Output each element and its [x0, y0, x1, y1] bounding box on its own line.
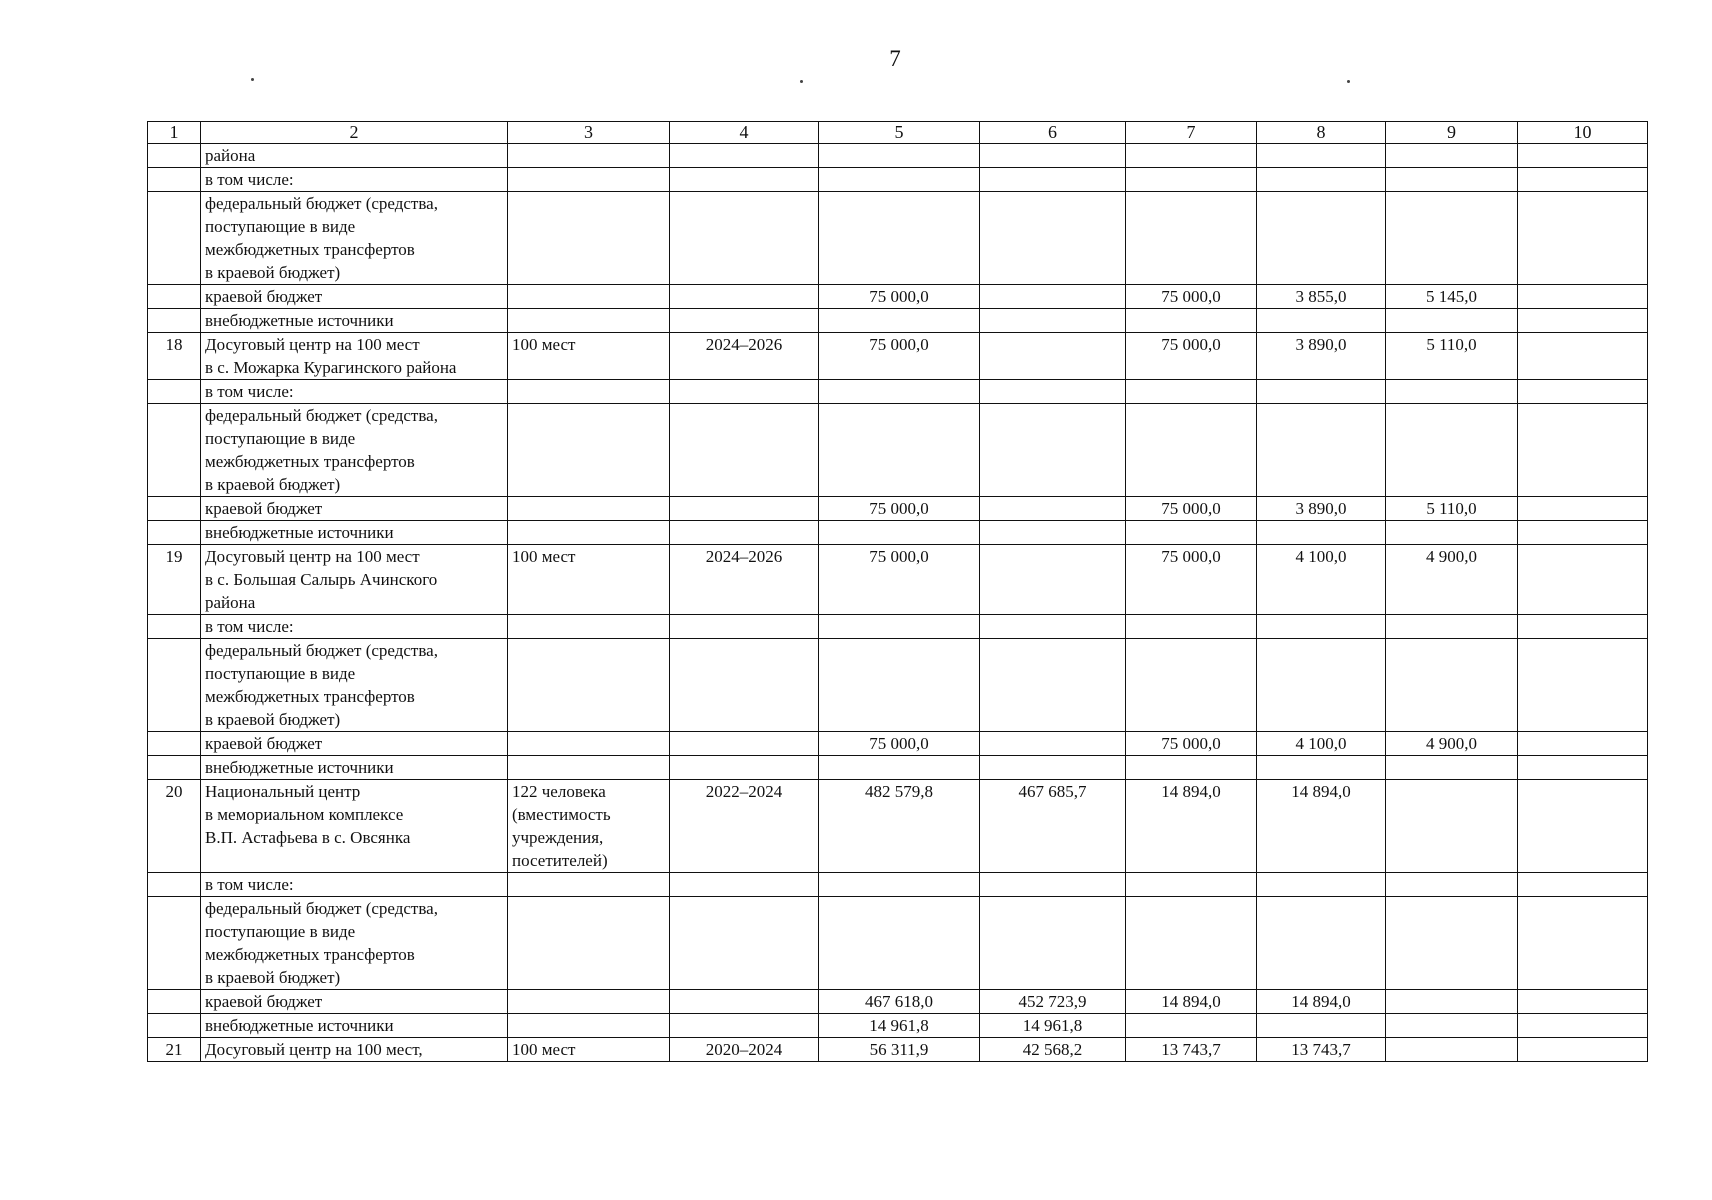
value-cell-col8: [1257, 168, 1386, 192]
row-number-cell: 21: [148, 1038, 201, 1062]
value-cell-col8: 13 743,7: [1257, 1038, 1386, 1062]
value-cell-col10: [1518, 404, 1648, 497]
years-cell: [670, 521, 819, 545]
object-name-cell: федеральный бюджет (средства, поступающие в виде межбюджетных трансфертов в краевой бюджет): [201, 639, 508, 732]
years-cell: 2022–2024: [670, 780, 819, 873]
capacity-cell: [508, 168, 670, 192]
value-cell-col10: [1518, 990, 1648, 1014]
value-cell-col5: 75 000,0: [819, 497, 980, 521]
value-cell-col10: [1518, 285, 1648, 309]
value-cell-col10: [1518, 897, 1648, 990]
value-cell-col7: 75 000,0: [1126, 545, 1257, 615]
capacity-cell: 100 мест: [508, 545, 670, 615]
value-cell-col7: [1126, 615, 1257, 639]
row-number-cell: [148, 168, 201, 192]
value-cell-col5: [819, 756, 980, 780]
column-header-2: 2: [201, 122, 508, 144]
value-cell-col7: [1126, 1014, 1257, 1038]
value-cell-col8: [1257, 756, 1386, 780]
table-row: [148, 309, 1648, 333]
column-header-7: 7: [1126, 122, 1257, 144]
table-row: [148, 168, 1648, 192]
years-cell: 2024–2026: [670, 545, 819, 615]
object-name-cell: федеральный бюджет (средства, поступающие в виде межбюджетных трансфертов в краевой бюджет): [201, 897, 508, 990]
value-cell-col7: 75 000,0: [1126, 497, 1257, 521]
scan-speck: [800, 80, 803, 83]
value-cell-col8: [1257, 192, 1386, 285]
column-header-5: 5: [819, 122, 980, 144]
value-cell-col5: 56 311,9: [819, 1038, 980, 1062]
value-cell-col6: [980, 639, 1126, 732]
value-cell-col8: [1257, 639, 1386, 732]
value-cell-col8: [1257, 1014, 1386, 1038]
column-header-9: 9: [1386, 122, 1518, 144]
object-name-cell: в том числе:: [201, 615, 508, 639]
years-cell: 2020–2024: [670, 1038, 819, 1062]
value-cell-col10: [1518, 1038, 1648, 1062]
value-cell-col7: 14 894,0: [1126, 990, 1257, 1014]
years-cell: [670, 285, 819, 309]
value-cell-col5: 75 000,0: [819, 333, 980, 380]
value-cell-col5: [819, 521, 980, 545]
value-cell-col7: [1126, 639, 1257, 732]
value-cell-col9: [1386, 168, 1518, 192]
object-name-cell: краевой бюджет: [201, 285, 508, 309]
capacity-cell: 100 мест: [508, 1038, 670, 1062]
value-cell-col8: 4 100,0: [1257, 732, 1386, 756]
capacity-cell: [508, 990, 670, 1014]
value-cell-col9: [1386, 873, 1518, 897]
value-cell-col9: [1386, 192, 1518, 285]
row-number-cell: [148, 897, 201, 990]
table-row: [148, 404, 1648, 497]
value-cell-col7: [1126, 404, 1257, 497]
row-number-cell: [148, 990, 201, 1014]
table-row: [148, 497, 1648, 521]
table-row: [148, 1038, 1648, 1062]
value-cell-col10: [1518, 545, 1648, 615]
capacity-cell: [508, 144, 670, 168]
object-name-cell: внебюджетные источники: [201, 309, 508, 333]
capacity-cell: [508, 756, 670, 780]
row-number-cell: [148, 380, 201, 404]
value-cell-col9: [1386, 309, 1518, 333]
table-row: [148, 873, 1648, 897]
value-cell-col9: [1386, 144, 1518, 168]
value-cell-col10: [1518, 521, 1648, 545]
value-cell-col6: 467 685,7: [980, 780, 1126, 873]
value-cell-col5: [819, 404, 980, 497]
value-cell-col6: 14 961,8: [980, 1014, 1126, 1038]
value-cell-col5: [819, 897, 980, 990]
table-row: [148, 639, 1648, 732]
capacity-cell: [508, 1014, 670, 1038]
value-cell-col6: [980, 756, 1126, 780]
row-number-cell: [148, 615, 201, 639]
object-name-cell: внебюджетные источники: [201, 756, 508, 780]
years-cell: [670, 615, 819, 639]
table-row: [148, 732, 1648, 756]
value-cell-col5: 75 000,0: [819, 285, 980, 309]
object-name-cell: федеральный бюджет (средства, поступающие в виде межбюджетных трансфертов в краевой бюджет): [201, 192, 508, 285]
value-cell-col10: [1518, 497, 1648, 521]
row-number-cell: [148, 192, 201, 285]
table-row: [148, 333, 1648, 380]
value-cell-col5: [819, 168, 980, 192]
value-cell-col7: [1126, 521, 1257, 545]
value-cell-col7: [1126, 380, 1257, 404]
value-cell-col9: 5 145,0: [1386, 285, 1518, 309]
value-cell-col7: [1126, 168, 1257, 192]
table-row: [148, 897, 1648, 990]
object-name-cell: района: [201, 144, 508, 168]
value-cell-col9: [1386, 1014, 1518, 1038]
value-cell-col8: [1257, 873, 1386, 897]
row-number-cell: [148, 1014, 201, 1038]
years-cell: [670, 897, 819, 990]
value-cell-col5: 75 000,0: [819, 732, 980, 756]
years-cell: [670, 192, 819, 285]
capacity-cell: 122 человека (вместимость учреждения, посетителей): [508, 780, 670, 873]
value-cell-col6: [980, 285, 1126, 309]
table-row: [148, 285, 1648, 309]
years-cell: [670, 404, 819, 497]
value-cell-col8: [1257, 521, 1386, 545]
value-cell-col8: 14 894,0: [1257, 990, 1386, 1014]
value-cell-col10: [1518, 192, 1648, 285]
value-cell-col7: [1126, 756, 1257, 780]
value-cell-col8: [1257, 144, 1386, 168]
capacity-cell: [508, 615, 670, 639]
value-cell-col6: [980, 873, 1126, 897]
object-name-cell: в том числе:: [201, 168, 508, 192]
object-name-cell: федеральный бюджет (средства, поступающие в виде межбюджетных трансфертов в краевой бюджет): [201, 404, 508, 497]
years-cell: [670, 309, 819, 333]
value-cell-col7: [1126, 309, 1257, 333]
row-number-cell: [148, 309, 201, 333]
value-cell-col6: [980, 404, 1126, 497]
value-cell-col5: [819, 873, 980, 897]
value-cell-col9: [1386, 639, 1518, 732]
value-cell-col8: [1257, 404, 1386, 497]
value-cell-col10: [1518, 780, 1648, 873]
value-cell-col8: [1257, 897, 1386, 990]
column-header-1: 1: [148, 122, 201, 144]
capacity-cell: [508, 497, 670, 521]
value-cell-col9: [1386, 780, 1518, 873]
value-cell-col10: [1518, 615, 1648, 639]
object-name-cell: краевой бюджет: [201, 990, 508, 1014]
value-cell-col10: [1518, 168, 1648, 192]
years-cell: [670, 380, 819, 404]
value-cell-col7: [1126, 873, 1257, 897]
object-name-cell: внебюджетные источники: [201, 1014, 508, 1038]
table-row: [148, 615, 1648, 639]
capacity-cell: [508, 380, 670, 404]
value-cell-col10: [1518, 756, 1648, 780]
years-cell: [670, 1014, 819, 1038]
value-cell-col5: 467 618,0: [819, 990, 980, 1014]
table-row: [148, 380, 1648, 404]
value-cell-col9: 5 110,0: [1386, 333, 1518, 380]
value-cell-col6: [980, 168, 1126, 192]
row-number-cell: [148, 285, 201, 309]
years-cell: [670, 756, 819, 780]
table-row: [148, 756, 1648, 780]
value-cell-col5: [819, 615, 980, 639]
value-cell-col10: [1518, 873, 1648, 897]
column-number-header-row: [148, 122, 1648, 144]
value-cell-col5: [819, 144, 980, 168]
value-cell-col9: [1386, 521, 1518, 545]
years-cell: [670, 639, 819, 732]
value-cell-col7: 75 000,0: [1126, 285, 1257, 309]
value-cell-col7: 75 000,0: [1126, 732, 1257, 756]
capacity-cell: 100 мест: [508, 333, 670, 380]
value-cell-col9: [1386, 615, 1518, 639]
row-number-cell: 18: [148, 333, 201, 380]
object-name-cell: Досуговый центр на 100 мест в с. Можарка Курагинского района: [201, 333, 508, 380]
column-header-3: 3: [508, 122, 670, 144]
years-cell: [670, 144, 819, 168]
value-cell-col5: 75 000,0: [819, 545, 980, 615]
value-cell-col8: [1257, 309, 1386, 333]
value-cell-col6: [980, 192, 1126, 285]
object-name-cell: краевой бюджет: [201, 497, 508, 521]
value-cell-col6: [980, 615, 1126, 639]
value-cell-col8: [1257, 380, 1386, 404]
value-cell-col8: 3 855,0: [1257, 285, 1386, 309]
value-cell-col5: [819, 309, 980, 333]
object-name-cell: Национальный центр в мемориальном комплексе В.П. Астафьева в с. Овсянка: [201, 780, 508, 873]
value-cell-col6: 452 723,9: [980, 990, 1126, 1014]
value-cell-col5: 482 579,8: [819, 780, 980, 873]
table-row: [148, 545, 1648, 615]
value-cell-col9: 4 900,0: [1386, 545, 1518, 615]
object-name-cell: в том числе:: [201, 873, 508, 897]
column-header-10: 10: [1518, 122, 1648, 144]
object-name-cell: внебюджетные источники: [201, 521, 508, 545]
value-cell-col9: [1386, 897, 1518, 990]
value-cell-col5: [819, 192, 980, 285]
value-cell-col7: 75 000,0: [1126, 333, 1257, 380]
value-cell-col9: [1386, 380, 1518, 404]
value-cell-col8: [1257, 615, 1386, 639]
row-number-cell: 19: [148, 545, 201, 615]
scan-speck: [1347, 80, 1350, 83]
capacity-cell: [508, 521, 670, 545]
table-row: [148, 780, 1648, 873]
value-cell-col6: [980, 732, 1126, 756]
years-cell: [670, 990, 819, 1014]
value-cell-col5: [819, 380, 980, 404]
value-cell-col10: [1518, 144, 1648, 168]
value-cell-col5: [819, 639, 980, 732]
value-cell-col5: 14 961,8: [819, 1014, 980, 1038]
capacity-cell: [508, 639, 670, 732]
value-cell-col7: [1126, 192, 1257, 285]
value-cell-col6: 42 568,2: [980, 1038, 1126, 1062]
capacity-cell: [508, 732, 670, 756]
value-cell-col8: 14 894,0: [1257, 780, 1386, 873]
column-header-4: 4: [670, 122, 819, 144]
object-name-cell: Досуговый центр на 100 мест в с. Большая Салырь Ачинского района: [201, 545, 508, 615]
capacity-cell: [508, 873, 670, 897]
years-cell: [670, 497, 819, 521]
row-number-cell: [148, 873, 201, 897]
column-header-8: 8: [1257, 122, 1386, 144]
value-cell-col9: [1386, 990, 1518, 1014]
value-cell-col6: [980, 309, 1126, 333]
capacity-cell: [508, 285, 670, 309]
object-name-cell: краевой бюджет: [201, 732, 508, 756]
value-cell-col8: 3 890,0: [1257, 497, 1386, 521]
value-cell-col6: [980, 545, 1126, 615]
value-cell-col10: [1518, 309, 1648, 333]
value-cell-col6: [980, 333, 1126, 380]
table-row: [148, 1014, 1648, 1038]
row-number-cell: [148, 732, 201, 756]
value-cell-col8: 4 100,0: [1257, 545, 1386, 615]
row-number-cell: [148, 639, 201, 732]
scan-speck: [251, 78, 254, 81]
table-row: [148, 144, 1648, 168]
value-cell-col6: [980, 521, 1126, 545]
table-row: [148, 192, 1648, 285]
value-cell-col10: [1518, 333, 1648, 380]
object-name-cell: Досуговый центр на 100 мест,: [201, 1038, 508, 1062]
page-number: 7: [889, 46, 901, 71]
years-cell: 2024–2026: [670, 333, 819, 380]
table-row: [148, 990, 1648, 1014]
row-number-cell: 20: [148, 780, 201, 873]
row-number-cell: [148, 756, 201, 780]
years-cell: [670, 732, 819, 756]
row-number-cell: [148, 404, 201, 497]
capacity-cell: [508, 309, 670, 333]
value-cell-col10: [1518, 732, 1648, 756]
column-header-6: 6: [980, 122, 1126, 144]
capacity-cell: [508, 404, 670, 497]
value-cell-col10: [1518, 380, 1648, 404]
value-cell-col10: [1518, 639, 1648, 732]
value-cell-col9: [1386, 404, 1518, 497]
capacity-cell: [508, 897, 670, 990]
row-number-cell: [148, 497, 201, 521]
years-cell: [670, 168, 819, 192]
value-cell-col7: 14 894,0: [1126, 780, 1257, 873]
value-cell-col7: [1126, 144, 1257, 168]
value-cell-col7: 13 743,7: [1126, 1038, 1257, 1062]
years-cell: [670, 873, 819, 897]
row-number-cell: [148, 144, 201, 168]
row-number-cell: [148, 521, 201, 545]
value-cell-col8: 3 890,0: [1257, 333, 1386, 380]
budget-table: [147, 121, 1648, 1062]
value-cell-col6: [980, 897, 1126, 990]
value-cell-col6: [980, 497, 1126, 521]
table-row: [148, 521, 1648, 545]
value-cell-col7: [1126, 897, 1257, 990]
value-cell-col9: 4 900,0: [1386, 732, 1518, 756]
value-cell-col6: [980, 380, 1126, 404]
table-body: [148, 144, 1648, 1062]
value-cell-col10: [1518, 1014, 1648, 1038]
value-cell-col9: 5 110,0: [1386, 497, 1518, 521]
value-cell-col9: [1386, 756, 1518, 780]
capacity-cell: [508, 192, 670, 285]
object-name-cell: в том числе:: [201, 380, 508, 404]
value-cell-col6: [980, 144, 1126, 168]
value-cell-col9: [1386, 1038, 1518, 1062]
